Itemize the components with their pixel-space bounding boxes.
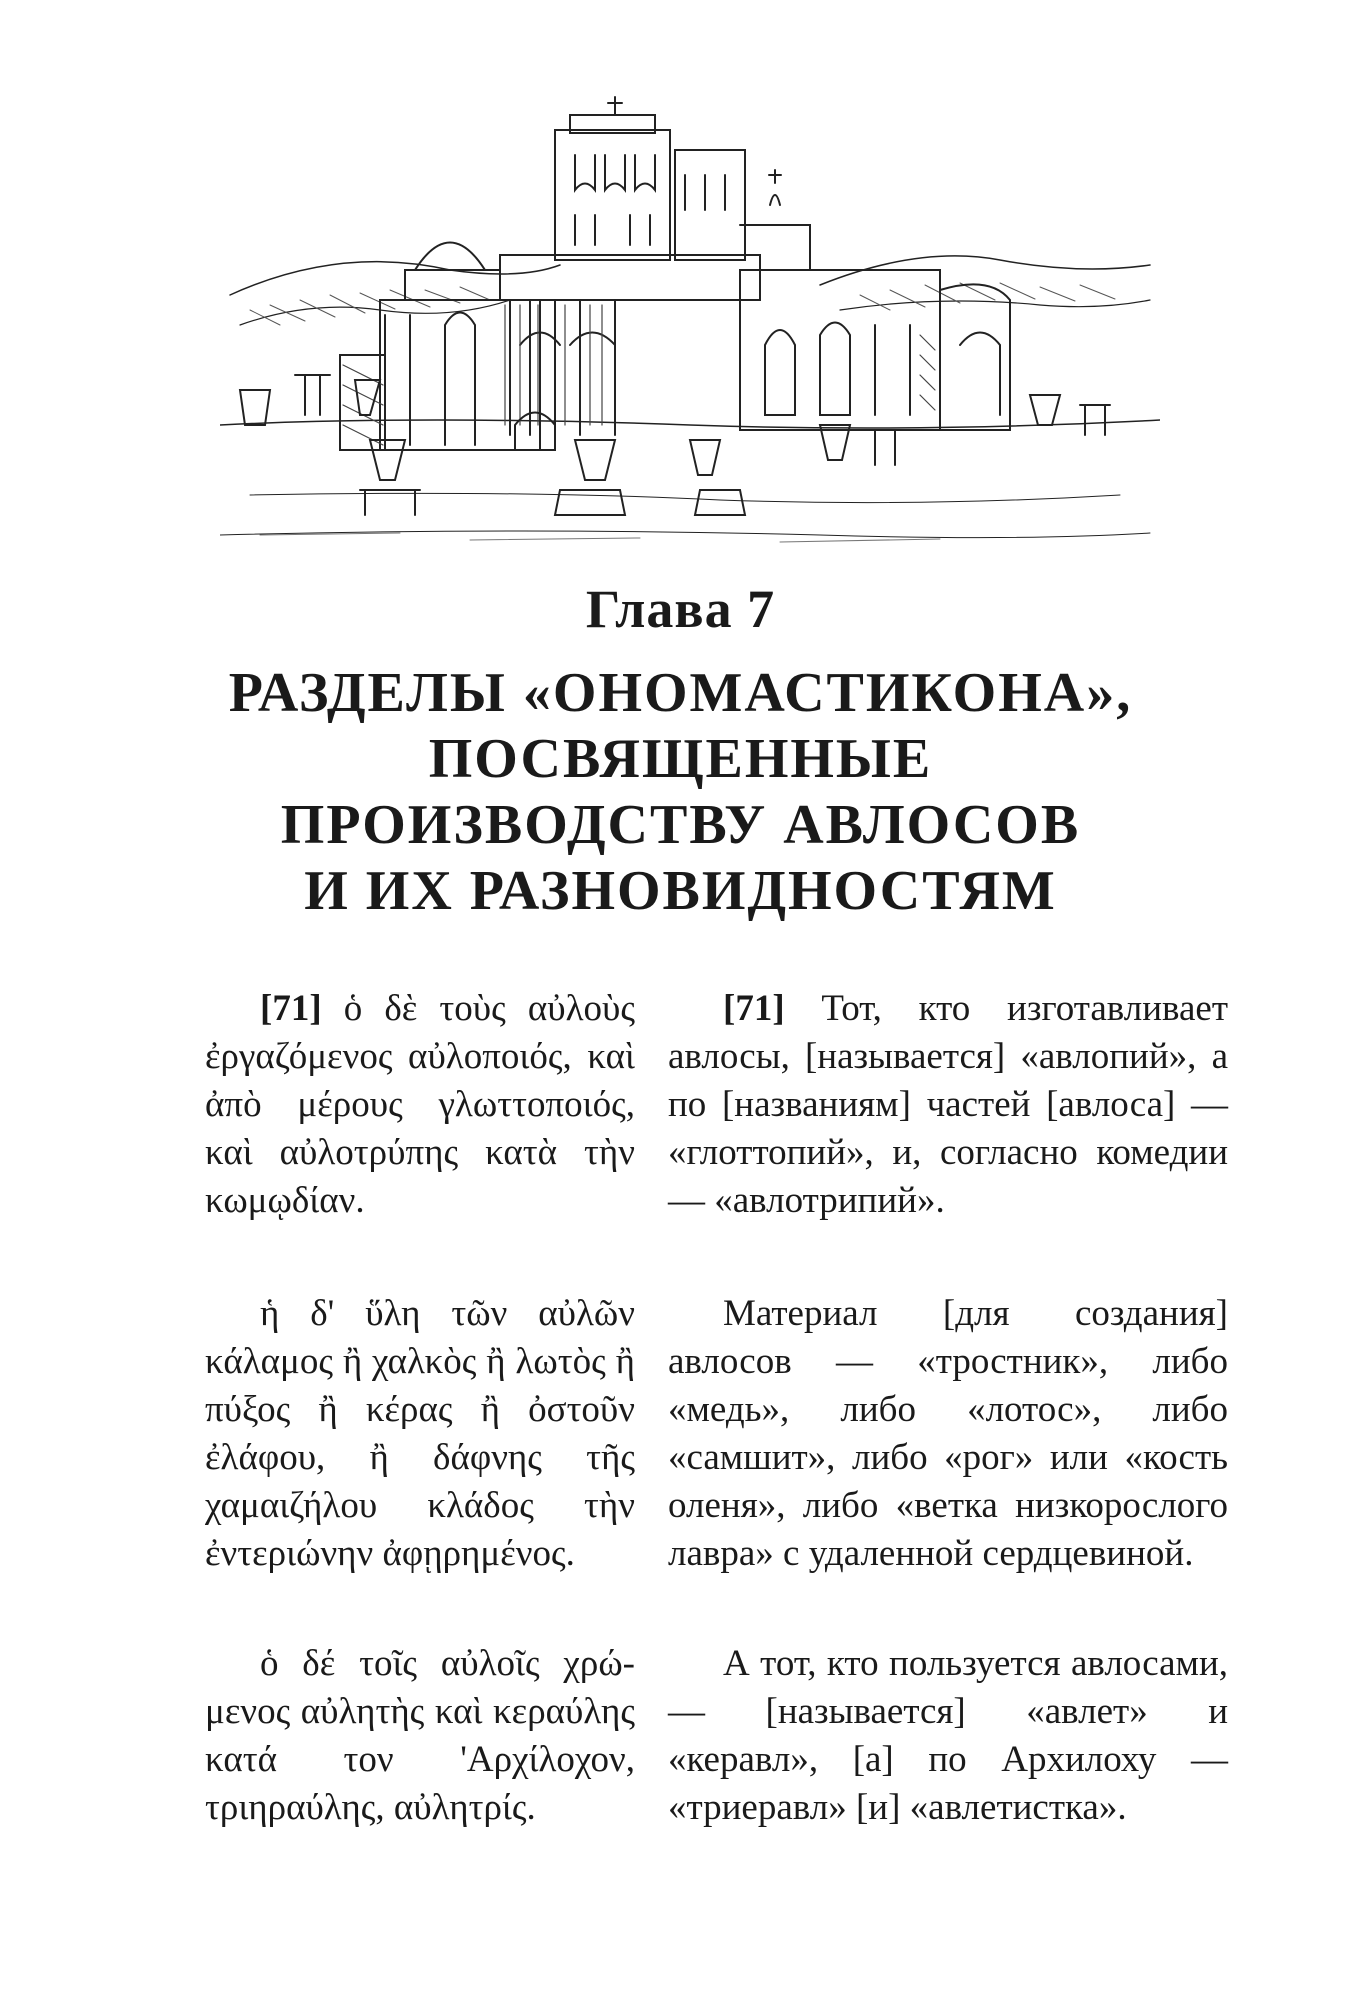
chapter-title-line: РАЗДЕЛЫ «ОНОМАСТИКОНА»,	[228, 662, 1133, 724]
russian-paragraph-text: Тот, кто изготавливает авлосы, [называется] «авлопий», а по [названиям] частей [авлоса] — «глоттопий», и, согласно комедии — «авлотрипий».	[668, 988, 1228, 1221]
russian-paragraph-material	[668, 1290, 1228, 1578]
greek-paragraph-71	[205, 985, 635, 1225]
chapter-title-line: И ИХ РАЗНОВИДНОСТЯМ	[304, 860, 1057, 922]
russian-paragraph-text: А тот, кто пользуется авлосами, — [называется] «авлет» и «керавл», [а] по Архилоху — «триеравл» [и] «авлетистка».	[668, 1643, 1228, 1828]
section-number: [71]	[723, 988, 785, 1029]
greek-paragraph-text: ὁ δέ τοῖς αὐλοῖς χρώμενος αὐλητὴς καὶ κεραύλης κατά τον 'Αρχίλοχον, τριηραύλης, αὐλητρίς.	[205, 1643, 635, 1828]
russian-paragraph-71	[668, 985, 1228, 1225]
greek-paragraph-player	[205, 1640, 635, 1832]
greek-paragraph-text: ἡ δ' ὕλη τῶν αὐλῶν κάλαμος ἢ χαλκὸς ἢ λωτὸς ἢ πύξος ἢ κέρας ἢ ὀστοῦν ἐλάφου, ἢ δάφνης τῆς χαμαιζήλου κλάδος τὴν ἐντεριώνην ἀφῃρημένος.	[205, 1293, 635, 1574]
chapter-number: Глава 7	[585, 579, 776, 639]
monastery-sketch-icon	[220, 95, 1160, 565]
russian-paragraph-text: Материал [для создания] авлосов — «тростник», либо «медь», либо «лотос», либо «самшит», либо «рог» или «кость оленя», либо «ветка низкорослого лавра» с удаленной сердцевиной.	[668, 1293, 1228, 1574]
russian-paragraph-player	[668, 1640, 1228, 1832]
chapter-title-line: ПОСВЯЩЕННЫЕ	[428, 728, 933, 790]
chapter-title	[0, 660, 1361, 924]
chapter-title-line: ПРОИЗВОДСТВУ АВЛОСОВ	[280, 794, 1081, 856]
greek-paragraph-text: ὁ δὲ τοὺς αὐλοὺς ἐργαζόμενος αὐλοποιός, καὶ ἀπὸ μέρους γλωττοποιός, καὶ αὐλοτρύπης κατὰ τὴν κωμῳδίαν.	[205, 988, 635, 1221]
greek-paragraph-material	[205, 1290, 635, 1578]
section-number: [71]	[260, 988, 322, 1029]
